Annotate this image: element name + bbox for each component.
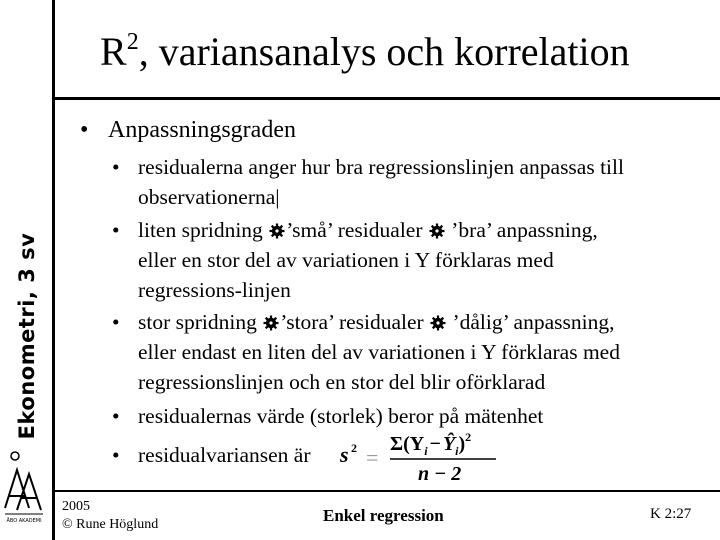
bullet-dot: •	[112, 218, 120, 242]
formula-close: )	[458, 433, 466, 455]
formula-yhat: Ŷ	[442, 433, 456, 455]
bullet-line: observationerna|	[138, 185, 280, 209]
bullet-line: eller endast en liten del av variationen i Y förklaras med	[138, 340, 620, 364]
formula-lhs-exponent: 2	[351, 441, 357, 455]
bullet-line: eller en stor del av variationen i Y förklaras med	[138, 248, 554, 272]
title-superscript: 2	[126, 29, 139, 55]
arrow-right-icon	[263, 315, 279, 331]
bullet-dot: •	[112, 310, 120, 334]
sidebar-divider	[52, 0, 55, 540]
bullet-anpassningsgraden	[80, 116, 296, 144]
bullet-part: liten spridning	[138, 218, 263, 242]
course-label: Ekonometri, 3 sv	[15, 232, 39, 440]
bullet-line: residualerna anger hur bra regressionslinjen anpassas till	[138, 155, 624, 179]
page-number: K 2:27	[650, 506, 692, 522]
bullet-text: Anpassningsgraden	[108, 117, 296, 143]
bullet-line	[112, 215, 692, 245]
formula-sub-i1: i	[424, 444, 428, 458]
footer-rule	[55, 490, 720, 492]
bullet-dot: •	[80, 117, 89, 143]
footer-year: 2005	[62, 499, 90, 514]
formula-sum: Σ(Y	[390, 433, 425, 455]
arrow-right-icon	[430, 315, 446, 331]
slide-title	[100, 28, 700, 76]
bullet-part: ’dålig’ anpassning,	[452, 310, 615, 334]
bullet-part: ’bra’ anpassning,	[451, 218, 598, 242]
bullet-part: ’stora’ residualer	[280, 310, 424, 334]
bullet-liten-spridning	[112, 215, 692, 305]
bullet-matenhet	[112, 401, 692, 431]
bullet-line: regressionslinjen och en stor del blir oförklarad	[138, 370, 546, 394]
bullet-line	[112, 307, 692, 337]
formula-num-exponent: 2	[465, 430, 472, 444]
formula-sub-i2: i	[455, 444, 459, 458]
footer-course-title: Enkel regression	[323, 506, 444, 525]
bullet-dot: •	[112, 443, 120, 467]
formula-minus: −	[429, 433, 441, 455]
bullet-stor-spridning	[112, 307, 692, 397]
bullet-line: residualernas värde (storlek) beror på mätenhet	[138, 404, 544, 428]
formula-equals: =	[366, 445, 379, 470]
bullet-dot: •	[112, 155, 120, 179]
formula-numerator	[390, 430, 471, 458]
arrow-right-icon	[269, 223, 285, 239]
logo-caption: ÅBO AKADEMI	[6, 518, 42, 524]
bullet-residualerna	[112, 152, 692, 212]
title-prefix: R	[100, 29, 127, 74]
bullet-line: regressions-linjen	[138, 278, 291, 302]
title-rest: , variansanalys och korrelation	[138, 29, 630, 74]
footer-author: © Rune Höglund	[62, 517, 159, 532]
arrow-right-icon	[429, 223, 445, 239]
university-logo	[3, 448, 47, 538]
bullet-dot: •	[112, 404, 120, 428]
formula-denominator: n − 2	[418, 463, 462, 484]
title-rule	[55, 97, 720, 100]
bullet-part: stor spridning	[138, 310, 257, 334]
bullet-part: ’små’ residualer	[286, 218, 423, 242]
formula-lhs: s	[340, 442, 349, 467]
variance-formula	[338, 428, 508, 484]
bullet-line: residualvariansen är	[138, 443, 311, 467]
